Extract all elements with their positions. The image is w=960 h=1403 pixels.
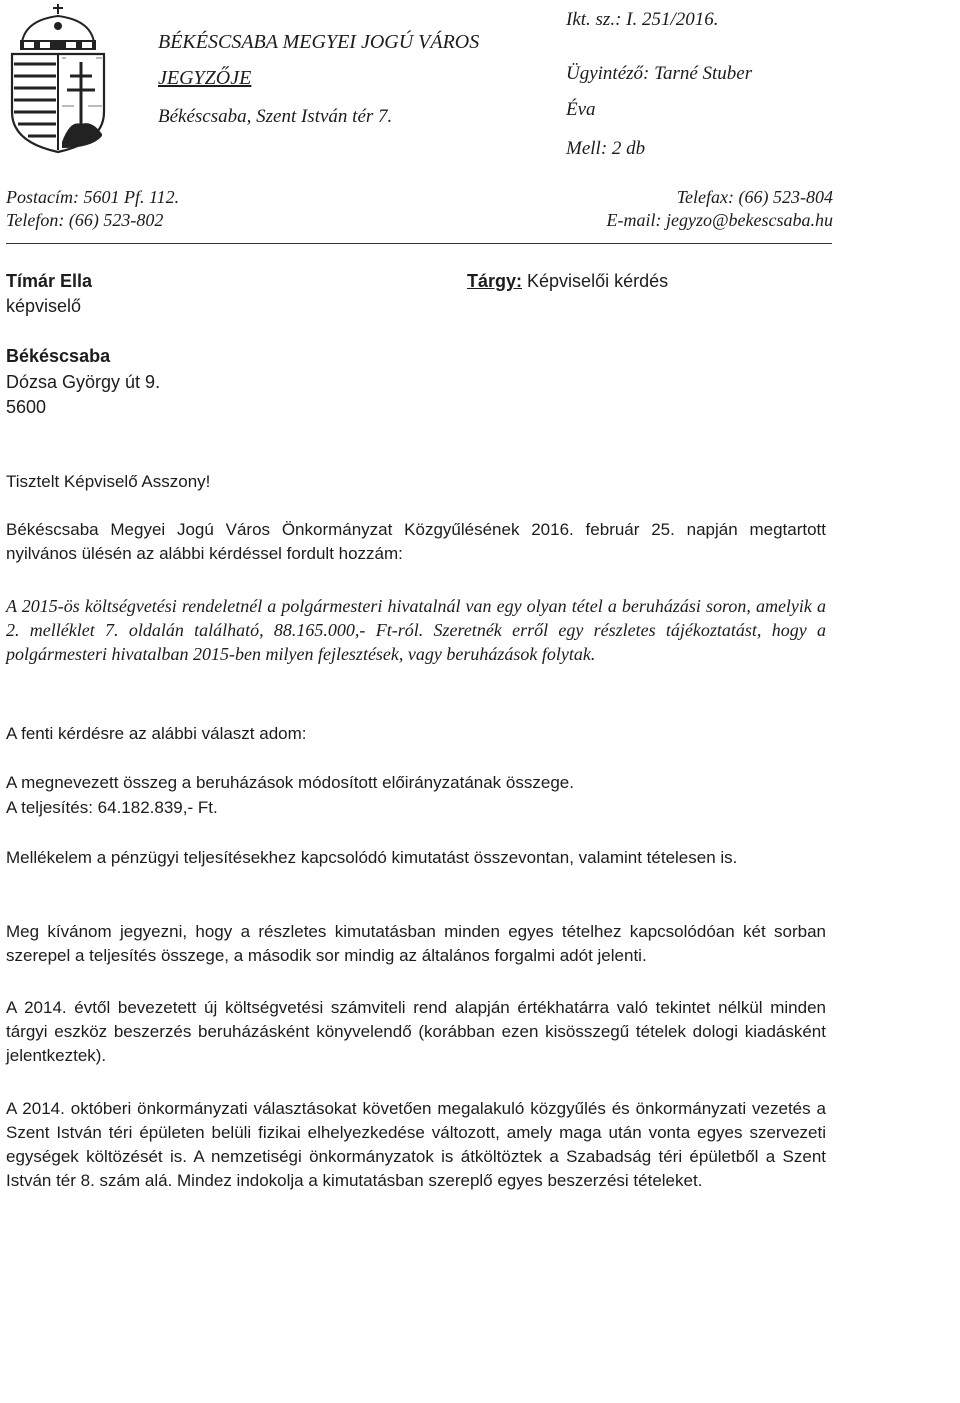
case-officer: Ügyintéző: Tarné Stuber: [566, 63, 753, 84]
answer-intro: A fenti kérdésre az alábbi választ adom:: [6, 724, 307, 743]
fax: Telefax: (66) 523-804: [676, 187, 833, 207]
accounting-paragraph: A 2014. évtől bevezetett új költségvetési számviteli rend alapján értékhatárra való tekintet nélkül minden tárgyi eszköz beszerzés beruházásként könyvelendő (korábban ezen kisösszegű tételek dologi kiadásként jelentkeztek).: [6, 998, 826, 1065]
recipient-street: Dózsa György út 9.: [6, 372, 161, 392]
email: E-mail: jegyzo@bekescsaba.hu: [606, 210, 833, 230]
recipient-zip: 5600: [6, 397, 47, 417]
answer-amount-description: A megnevezett összeg a beruházások módosított előirányzatának összege.: [6, 773, 574, 792]
phone: Telefon: (66) 523-802: [6, 210, 164, 230]
recipient-role: képviselő: [6, 296, 82, 316]
relocation-paragraph: A 2014. októberi önkormányzati választásokat követően megalakuló közgyűlés és önkormányzati vezetés a Szent István téri épületen belüli fizikai elhelyezkedése változott, amely maga után vonta egyes szervezeti egységek költözését is. A nemzetiségi önkormányzatok is átköltöztek a Szabadság téri épületből a Szent István tér 8. szám alá. Mindez indokolja a kimutatásban szereplő egyes beszerzési tételeket.: [6, 1099, 826, 1190]
attachment-paragraph: Mellékelem a pénzügyi teljesítésekhez kapcsolódó kimutatást összevontan, valamint tételesen is.: [6, 848, 738, 867]
subject-label: Tárgy:: [467, 271, 523, 291]
salutation: Tisztelt Képviselő Asszony!: [6, 472, 211, 491]
org-address: Békéscsaba, Szent István tér 7.: [158, 106, 393, 127]
hungarian-coat-of-arms-icon: [4, 2, 112, 154]
attachments: Mell: 2 db: [566, 138, 646, 159]
case-officer-cont: Éva: [566, 99, 596, 120]
intro-paragraph: Békéscsaba Megyei Jogú Város Önkormányzat Közgyűlésének 2016. február 25. napján megtartott nyilvános ülésén az alábbi kérdéssel fordult hozzám:: [6, 520, 826, 563]
answer-amount: A teljesítés: 64.182.839,- Ft.: [6, 798, 218, 817]
subject-text: Képviselői kérdés: [527, 271, 669, 291]
org-name: BÉKÉSCSABA MEGYEI JOGÚ VÁROS: [158, 31, 480, 53]
postal-address: Postacím: 5601 Pf. 112.: [6, 187, 180, 207]
subject-line: [467, 271, 668, 292]
recipient-name: Tímár Ella: [6, 271, 93, 291]
filing-number: Ikt. sz.: I. 251/2016.: [566, 9, 719, 30]
vat-note-paragraph: Meg kívánom jegyezni, hogy a részletes kimutatásban minden egyes tételhez kapcsolódóan két sorban szerepel a teljesítés összege, a második sor mindig az általános forgalmi adót jelenti.: [6, 922, 826, 965]
question-paragraph: A 2015-ös költségvetési rendeletnél a polgármesteri hivatalnál van egy olyan tétel a beruházási soron, amelyik a 2. melléklet 7. oldalán található, 88.165.000,- Ft-ról. Szeretnék erről egy részletes tájékoztatást, hogy a polgármesteri hivatalban 2015-ben milyen fejlesztések, vagy beruházások folytak.: [6, 596, 826, 664]
org-subtitle: JEGYZŐJE: [158, 67, 252, 89]
header-divider: [6, 243, 832, 244]
recipient-city: Békéscsaba: [6, 346, 111, 366]
